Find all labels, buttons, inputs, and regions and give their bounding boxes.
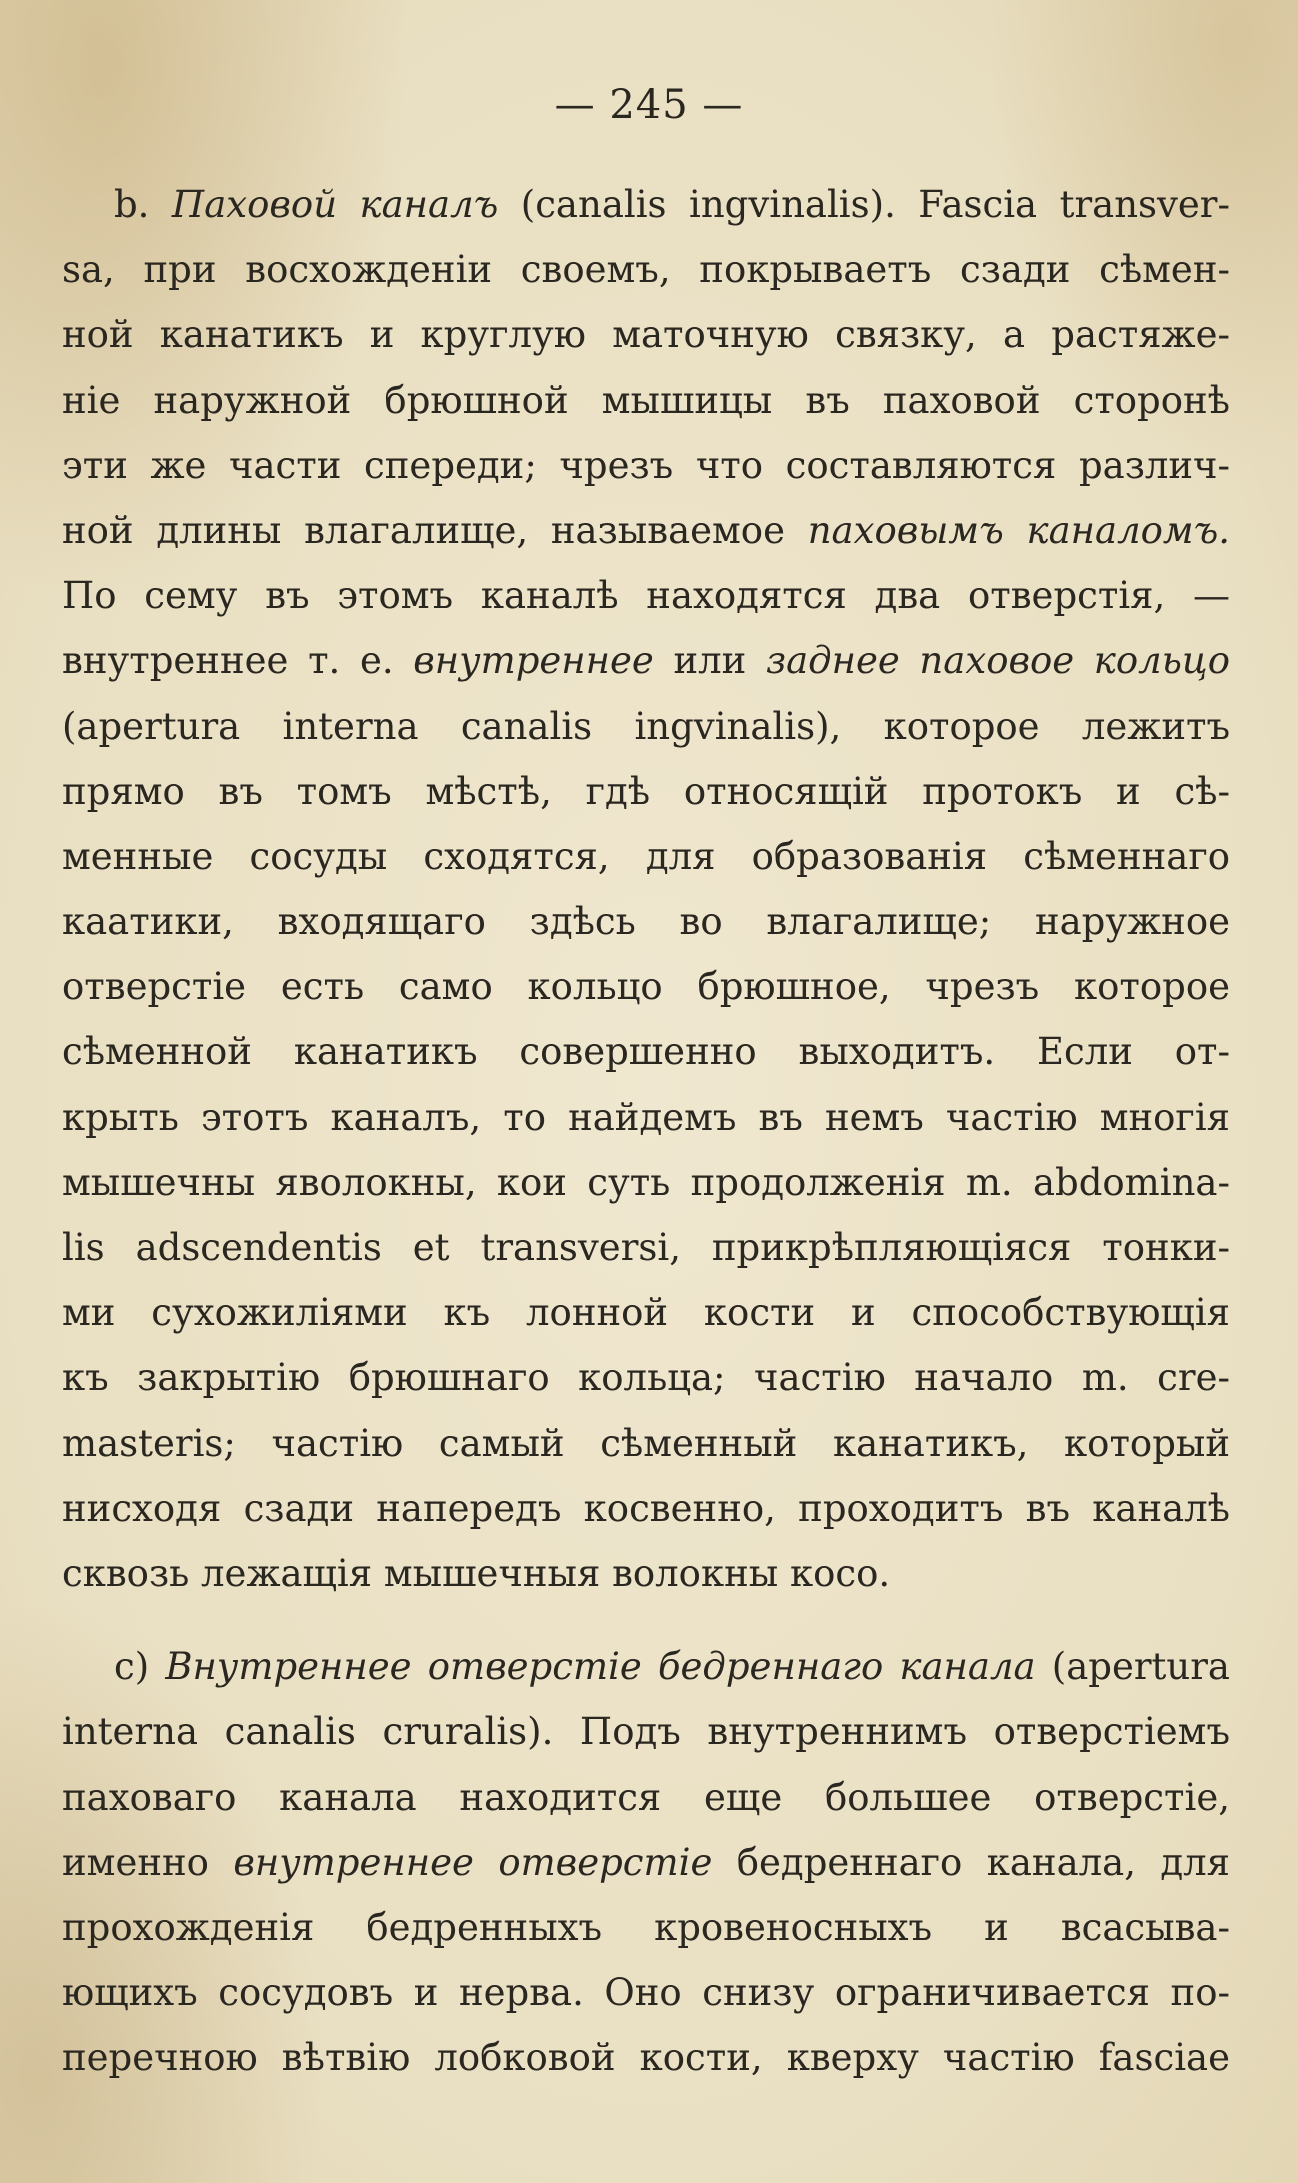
text-line xyxy=(62,433,1230,498)
page-number: — 245 — xyxy=(554,82,744,128)
text-run: ніе наружной брюшной мышицы въ паховой сторонѣ xyxy=(62,378,1230,422)
text-line xyxy=(62,759,1230,824)
text-run: lis adscendentis et transversi, прикрѣпляющіяся тонки- xyxy=(62,1226,1230,1269)
italic-term: Внутреннее отверстіе бедреннаго канала xyxy=(165,1645,1036,1689)
text-line xyxy=(62,172,1230,237)
text-run: перечною вѣтвію лобковой кости, кверху частію fasciae xyxy=(62,2036,1230,2080)
text-run: прохожденія бедренныхъ кровеносныхъ и всасыва- xyxy=(62,1905,1230,1949)
text-line xyxy=(62,1830,1230,1895)
text-line xyxy=(62,368,1230,433)
text-run: внутреннее т. е. xyxy=(62,639,414,683)
italic-term: Паховой каналъ xyxy=(171,183,499,226)
text-line xyxy=(62,628,1230,693)
text-line xyxy=(62,1960,1230,2025)
text-line xyxy=(62,1215,1230,1280)
text-line xyxy=(62,1476,1230,1541)
text-run: паховаго канала находится еще большее отверстіе, xyxy=(62,1775,1230,1819)
text-run: b. xyxy=(114,183,172,226)
text-line xyxy=(62,824,1230,889)
text-line xyxy=(62,302,1230,367)
text-line xyxy=(62,2025,1230,2090)
text-line xyxy=(62,1634,1230,1699)
text-run: каатики, входящаго здѣсь во влагалище; наружное xyxy=(62,900,1230,944)
text-line xyxy=(62,1895,1230,1960)
text-run: ми сухожиліями къ лонной кости и способствующія xyxy=(62,1291,1230,1335)
text-run: бедреннаго канала, для xyxy=(712,1840,1230,1884)
paragraph-inguinal-canal xyxy=(62,172,1230,1606)
text-run: сѣменной канатикъ совершенно выходитъ. Если от- xyxy=(62,1030,1230,1074)
text-line xyxy=(62,563,1230,628)
text-run: менные сосуды сходятся, для образованія сѣменнаго xyxy=(62,834,1230,878)
text-run: ной канатикъ и круглую маточную связку, а растяже- xyxy=(62,313,1230,357)
italic-term: внутреннее отверстіе xyxy=(233,1840,713,1884)
italic-term: паховымъ каналомъ. xyxy=(807,508,1230,552)
text-run: прямо въ томъ мѣстѣ, гдѣ относящій протокъ и сѣ- xyxy=(62,769,1230,813)
text-run: По сему въ этомъ каналѣ находятся два отверстія, — xyxy=(62,574,1230,618)
text-run: sa, при восхожденіи своемъ, покрываетъ сзади сѣмен- xyxy=(62,248,1230,292)
text-run: (canalis ingvinalis). Fascia transver- xyxy=(498,183,1230,226)
text-run: мышечны яволокны, кои суть продолженія m. abdomina- xyxy=(62,1160,1230,1204)
text-run: отверстіе есть само кольцо брюшное, чрезъ которое xyxy=(62,965,1230,1009)
text-run: interna canalis cruralis). Подъ внутреннимъ отверстіемъ xyxy=(62,1710,1230,1754)
text-line xyxy=(62,1019,1230,1084)
text-run: (apertura interna canalis ingvinalis), которое лежитъ xyxy=(62,704,1230,748)
text-line xyxy=(62,1150,1230,1215)
text-run: ной длины влагалище, называемое xyxy=(62,508,808,552)
italic-term: внутреннее xyxy=(413,639,654,683)
text-line xyxy=(62,694,1230,759)
text-run: или xyxy=(653,639,766,683)
text-line xyxy=(62,1411,1230,1476)
paragraph-femoral-canal xyxy=(62,1634,1230,2090)
text-line xyxy=(62,1765,1230,1830)
text-line xyxy=(62,1280,1230,1345)
text-line xyxy=(62,954,1230,1019)
text-line xyxy=(62,1345,1230,1410)
text-run: ющихъ сосудовъ и нерва. Оно снизу ограничивается по- xyxy=(62,1971,1230,2015)
text-run: именно xyxy=(62,1840,234,1884)
text-body xyxy=(62,172,1230,2090)
text-run: къ закрытію брюшнаго кольца; частію начало m. cre- xyxy=(62,1356,1230,1400)
text-run: крыть этотъ каналъ, то найдемъ въ немъ частію многія xyxy=(62,1095,1230,1139)
text-line xyxy=(62,237,1230,302)
text-run: эти же части спереди; чрезъ что составляются различ- xyxy=(62,443,1230,487)
text-run: (apertura xyxy=(1035,1645,1230,1689)
italic-term: заднее паховое кольцо xyxy=(765,639,1230,683)
text-run: masteris; частію самый сѣменный канатикъ, который xyxy=(62,1421,1230,1465)
text-line xyxy=(62,889,1230,954)
text-line xyxy=(62,1699,1230,1764)
text-run: c) xyxy=(114,1645,166,1689)
text-line xyxy=(62,1085,1230,1150)
text-run: сквозь лежащія мышечныя волокны косо. xyxy=(62,1551,891,1595)
text-run: нисходя сзади напередъ косвенно, проходитъ въ каналѣ xyxy=(62,1486,1230,1530)
text-line xyxy=(62,1541,1230,1606)
text-line xyxy=(62,498,1230,563)
